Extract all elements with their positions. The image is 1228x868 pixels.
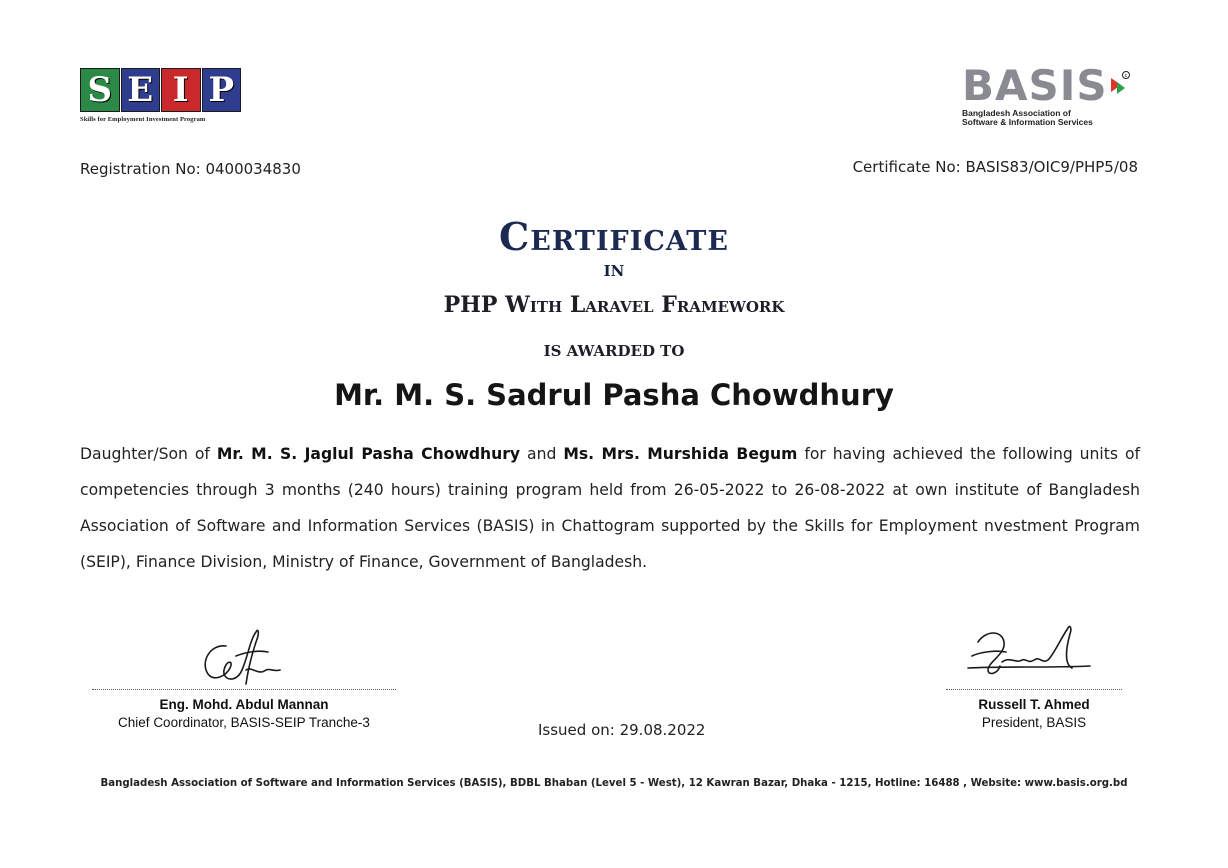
father-name: Mr. M. S. Jaglul Pasha Chowdhury [216,445,521,463]
awarded-to-label: IS AWARDED TO [543,342,685,360]
basis-subtitle-line1: Bangladesh Association of [962,108,1071,118]
right-signatory-title: President, BASIS [981,715,1087,730]
mother-name: Ms. Mrs. Murshida Begum [563,445,798,463]
svg-text:c: c [1124,72,1128,79]
body-prefix: Daughter/Son of [80,445,217,463]
course-name: PHP With Laravel Framework [443,292,785,318]
basis-wordmark: BASIS [962,61,1108,110]
basis-arrow-icon [1109,70,1131,100]
basis-subtitle-line2: Software & Information Services [962,117,1093,127]
body-and: and [520,445,564,463]
certificate-title: Certificate [499,214,729,259]
recipient-name: Mr. M. S. Sadrul Pasha Chowdhury [334,378,894,412]
certificate-number: Certificate No: BASIS83/OIC9/PHP5/08 [852,158,1138,176]
body-rest: for having achieved the following units of competencies through 3 months (240 hours) training program held from 26-05-2022 to 26-08-2022 at own institute of Bangladesh Association of Software and Information Services (BASIS) in Chattogram supported by the Skills for Employment nvestment Program (SEIP), Finance Division, Ministry of Finance, Government of Bangladesh. [80,445,1140,571]
seip-letter-s: S [80,68,120,112]
seip-letter-i: I [161,68,201,112]
certificate-in-label: IN [603,262,625,280]
footer-address: Bangladesh Association of Software and Information Services (BASIS), BDBL Bhaban (Level 5 - West), 12 Kawran Bazar, Dhaka - 1215, Hotline: 16488 , Website: www.basis.org.bd [100,778,1128,789]
seip-tagline: Skills for Employment Investment Program [80,116,206,123]
left-signatory-name: Eng. Mohd. Abdul Mannan [159,697,329,712]
seip-letter-e: E [121,68,161,112]
basis-subtitle [962,109,1142,127]
right-signatory-name: Russell T. Ahmed [978,697,1090,712]
basis-logo [962,61,1142,132]
left-signatory-title: Chief Coordinator, BASIS-SEIP Tranche-3 [118,715,370,730]
seip-letter-p: P [202,68,242,112]
certificate-body [80,436,1140,580]
issued-date: Issued on: 29.08.2022 [538,721,706,739]
registration-number: Registration No: 0400034830 [80,160,301,178]
right-signature [966,620,1094,684]
right-signature-line [946,689,1122,690]
left-signature [196,626,286,690]
seip-letters [80,68,242,112]
left-signature-line [92,689,396,690]
seip-logo [80,68,242,130]
